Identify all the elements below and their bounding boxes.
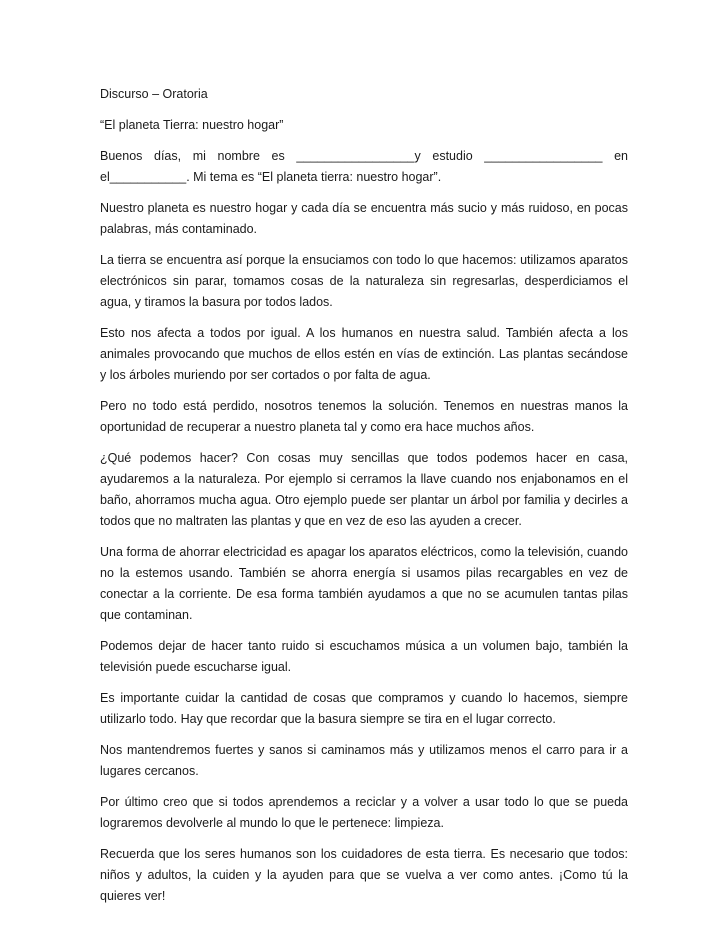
paragraph-recycling: Por último creo que si todos aprendemos a reciclar y a volver a usar todo lo que se pueda lograremos devolverle al mundo lo que le pertenece: limpieza. <box>100 795 628 830</box>
paragraph-electricity: Una forma de ahorrar electricidad es apagar los aparatos eléctricos, como la televisión, cuando no la estemos usando. También se ahorra energía si usamos pilas recargables en vez de conectar a la corriente. De esa forma también ayudamos a que no se acumulen tantas pilas que contaminan. <box>100 545 628 622</box>
paragraph-noise: Podemos dejar de hacer tanto ruido si escuchamos música a un volumen bajo, también la televisión puede escucharse igual. <box>100 639 628 674</box>
paragraph-consumption: Es importante cuidar la cantidad de cosas que compramos y cuando lo hacemos, siempre utilizarlo todo. Hay que recordar que la basura siempre se tira en el lugar correcto. <box>100 691 628 726</box>
paragraph-conclusion: Recuerda que los seres humanos son los cuidadores de esta tierra. Es necesario que todos: niños y adultos, la cuiden y la ayuden para que se vuelva a ver como antes. ¡Como tú la quieres ver! <box>100 847 628 903</box>
paragraph-introduction: Buenos días, mi nombre es _________________y estudio _________________ en el___________. Mi tema es “El planeta tierra: nuestro hogar”. <box>100 149 628 184</box>
paragraph-planet-home: Nuestro planeta es nuestro hogar y cada día se encuentra más sucio y más ruidoso, en pocas palabras, más contaminado. <box>100 201 628 236</box>
paragraph-walking: Nos mantendremos fuertes y sanos si caminamos más y utilizamos menos el carro para ir a lugares cercanos. <box>100 743 628 778</box>
paragraph-effects: Esto nos afecta a todos por igual. A los humanos en nuestra salud. También afecta a los animales provocando que muchos de ellos estén en vías de extinción. Las plantas secándose y los árboles muriendo por ser cortados o por falta de agua. <box>100 326 628 382</box>
paragraph-causes: La tierra se encuentra así porque la ensuciamos con todo lo que hacemos: utilizamos aparatos electrónicos sin parar, tomamos cosas de la naturaleza sin regresarlas, desperdiciamos el agua, y tiramos la basura por todos lados. <box>100 253 628 309</box>
paragraph-solution: Pero no todo está perdido, nosotros tenemos la solución. Tenemos en nuestras manos la oportunidad de recuperar a nuestro planeta tal y como era hace muchos años. <box>100 399 628 434</box>
paragraph-what-to-do: ¿Qué podemos hacer? Con cosas muy sencillas que todos podemos hacer en casa, ayudaremos a la naturaleza. Por ejemplo si cerramos la llave cuando nos enjabonamos en el baño, ahorramos mucha agua. Otro ejemplo puede ser plantar un árbol por familia y decirles a todos que no maltraten las plantas y que en vez de eso las ayuden a crecer. <box>100 451 628 528</box>
document-page <box>100 84 628 917</box>
document-heading: Discurso – Oratoria <box>100 87 208 101</box>
speech-title: “El planeta Tierra: nuestro hogar” <box>100 118 284 132</box>
